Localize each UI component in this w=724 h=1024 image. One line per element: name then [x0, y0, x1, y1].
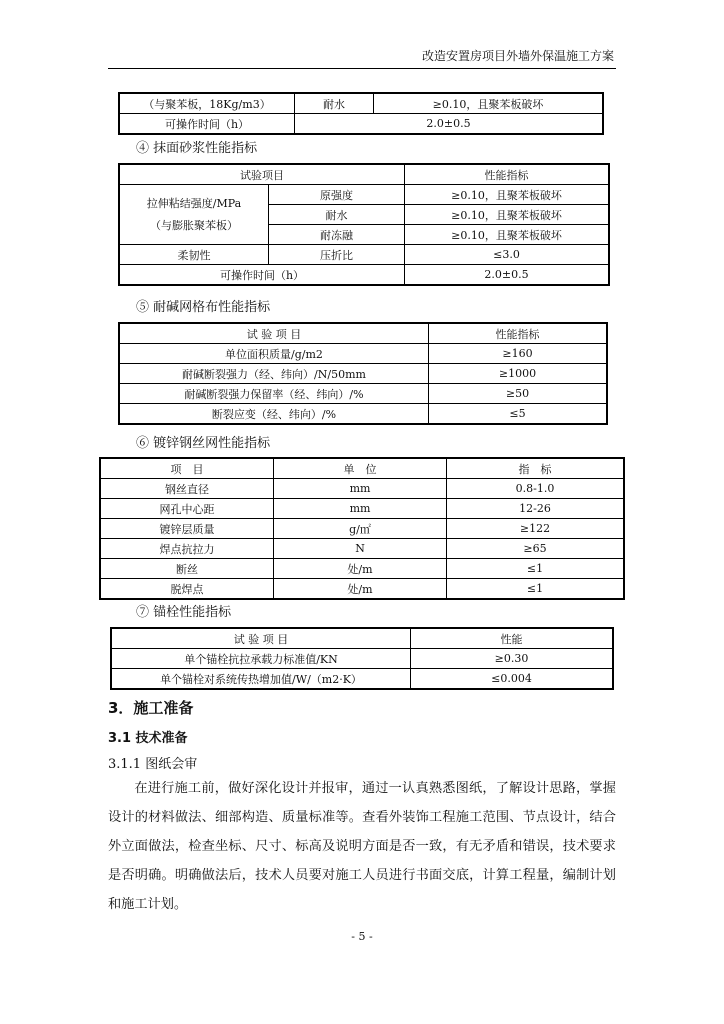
table-cell: 2.0±0.5 — [295, 114, 604, 135]
table-row — [111, 628, 613, 649]
table-row — [119, 364, 607, 384]
table-cell: ≤0.004 — [411, 669, 614, 690]
table-row — [100, 519, 624, 539]
table-cell: 耐碱断裂强力保留率（经、纬向）/% — [119, 384, 429, 404]
table-header: 试验项目 — [119, 164, 405, 185]
table-header: 性能指标 — [429, 323, 608, 344]
table-cell: g/㎡ — [274, 519, 447, 539]
table-header: 试 验 项 目 — [119, 323, 429, 344]
table-cell: 耐冻融 — [269, 225, 405, 245]
table-header: 单 位 — [274, 458, 447, 479]
table-cell: ≥0.10，且聚苯板破坏 — [405, 185, 609, 205]
table-cell: ≥0.30 — [411, 649, 614, 669]
table-cell: ≥50 — [429, 384, 608, 404]
table-row — [100, 499, 624, 519]
heading-drawing-review: 3.1.1 图纸会审 — [108, 757, 198, 772]
table-row — [100, 479, 624, 499]
table-cell: 单个锚栓对系统传热增加值/W/（m2·K） — [111, 669, 411, 690]
table-cell: 焊点抗拉力 — [100, 539, 274, 559]
group-label-line: （与膨胀聚苯板） — [150, 218, 238, 232]
adhesive-table-continued — [118, 92, 604, 135]
anchor-table — [110, 627, 614, 690]
table-cell: ≥0.10，且聚苯板破坏 — [405, 225, 609, 245]
table-row — [111, 669, 613, 690]
section-title-7: ⑦ 锚栓性能指标 — [136, 605, 232, 620]
table-cell: mm — [274, 479, 447, 499]
table-cell: ≥0.10，且聚苯板破坏 — [405, 205, 609, 225]
table-cell: （与聚苯板，18Kg/m3） — [119, 93, 295, 114]
table-cell: ≥1000 — [429, 364, 608, 384]
section-title-4: ④ 抹面砂浆性能指标 — [136, 141, 258, 156]
table-cell: 可操作时间（h） — [119, 114, 295, 135]
table-row — [119, 323, 607, 344]
table-cell: 脱焊点 — [100, 579, 274, 600]
table-cell: ≤3.0 — [405, 245, 609, 265]
table-row — [119, 93, 603, 114]
table-cell: N — [274, 539, 447, 559]
table-cell: ≤1 — [447, 559, 625, 579]
table-cell: 单位面积质量/g/m2 — [119, 344, 429, 364]
heading-construction-preparation: 3．施工准备 — [108, 699, 194, 717]
table-cell: ≥160 — [429, 344, 608, 364]
table-cell: 断裂应变（经、纬向）/% — [119, 404, 429, 425]
table-row — [119, 164, 609, 185]
mortar-table — [118, 163, 610, 286]
table-row — [119, 384, 607, 404]
table-cell: 断丝 — [100, 559, 274, 579]
wire-mesh-table — [99, 457, 625, 600]
table-header: 试 验 项 目 — [111, 628, 411, 649]
table-cell: ≥122 — [447, 519, 625, 539]
table-cell: ≤1 — [447, 579, 625, 600]
table-cell: 压折比 — [269, 245, 405, 265]
table-header: 项 目 — [100, 458, 274, 479]
table-row — [119, 245, 609, 265]
table-cell: 处/m — [274, 559, 447, 579]
table-cell: 柔韧性 — [119, 245, 269, 265]
table-cell: 耐水 — [295, 93, 374, 114]
section-title-6: ⑥ 镀锌钢丝网性能指标 — [136, 436, 271, 451]
table-cell: 单个锚栓抗拉承载力标准值/KN — [111, 649, 411, 669]
table-cell: 镀锌层质量 — [100, 519, 274, 539]
group-label-cell — [119, 185, 269, 245]
table-cell: 钢丝直径 — [100, 479, 274, 499]
table-cell: 耐水 — [269, 205, 405, 225]
section-title-5: ⑤ 耐碱网格布性能指标 — [136, 300, 271, 315]
table-cell: 12-26 — [447, 499, 625, 519]
mesh-table — [118, 322, 608, 425]
table-cell: 处/m — [274, 579, 447, 600]
table-cell: 0.8-1.0 — [447, 479, 625, 499]
table-row — [100, 559, 624, 579]
group-label-line: 拉伸粘结强度/MPa — [146, 196, 242, 210]
heading-technical-preparation: 3.1 技术准备 — [108, 731, 188, 746]
table-cell: ≤5 — [429, 404, 608, 425]
table-cell: 网孔中心距 — [100, 499, 274, 519]
table-row — [119, 344, 607, 364]
table-row — [111, 649, 613, 669]
table-header: 性能 — [411, 628, 614, 649]
page-header — [108, 46, 616, 69]
table-cell: 可操作时间（h） — [119, 265, 405, 286]
table-row — [100, 458, 624, 479]
table-cell: ≥65 — [447, 539, 625, 559]
table-row — [119, 114, 603, 135]
table-cell: 原强度 — [269, 185, 405, 205]
table-header: 指 标 — [447, 458, 625, 479]
table-cell: 耐碱断裂强力（经、纬向）/N/50mm — [119, 364, 429, 384]
table-cell: ≥0.10，且聚苯板破坏 — [374, 93, 604, 114]
table-row — [100, 539, 624, 559]
table-cell: mm — [274, 499, 447, 519]
table-row — [100, 579, 624, 600]
table-row — [119, 185, 609, 205]
page-number: - 5 - — [351, 930, 373, 943]
table-header: 性能指标 — [405, 164, 609, 185]
header-title: 改造安置房项目外墙外保温施工方案 — [421, 49, 614, 63]
body-paragraph: 在进行施工前，做好深化设计并报审，通过一认真熟悉图纸，了解设计思路，掌握设计的材料做法、细部构造、质量标准等。查看外装饰工程施工范围、节点设计，结合外立面做法，检查坐标、尺寸、标高及说明方面是否一致，有无矛盾和错误，技术要求是否明确。明确做法后，技术人员要对施工人员进行书面交底，计算工程量，编制计划和施工计划。 — [108, 781, 616, 912]
table-cell: 2.0±0.5 — [405, 265, 609, 286]
table-row — [119, 404, 607, 425]
table-row — [119, 265, 609, 286]
